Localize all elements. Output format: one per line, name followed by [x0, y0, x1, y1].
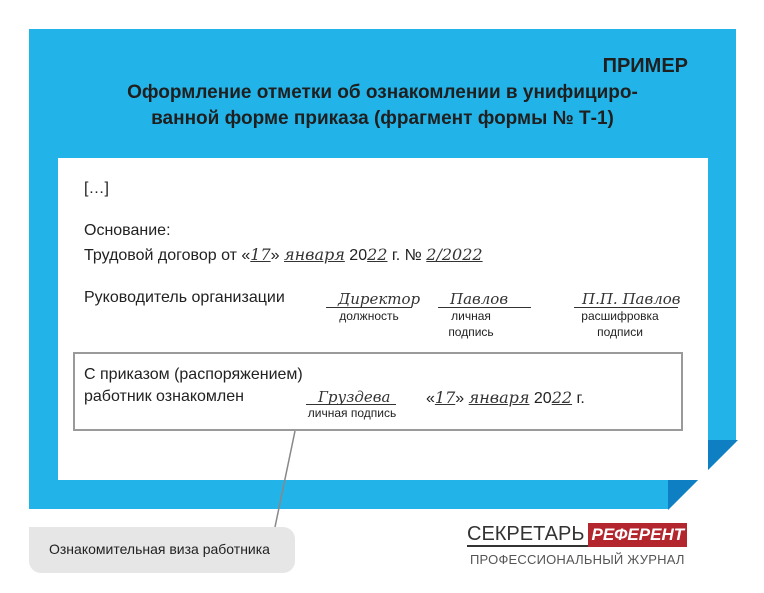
title-line-2: ванной форме приказа (фрагмент формы № Т-1): [151, 108, 614, 129]
signature-caption-1: личная: [451, 309, 491, 323]
head-label: Руководитель организации: [84, 289, 285, 306]
ack-line-1: С приказом (распоряжением): [84, 366, 303, 383]
logo-part-1: СЕКРЕТАРЬ: [467, 523, 588, 547]
contract-prefix: Трудовой договор от «: [84, 247, 251, 264]
decoding-handwritten: П.П. Павлов: [582, 290, 681, 308]
employee-signature: Груздева: [318, 388, 391, 406]
ack-year-prefix: 20: [533, 390, 552, 407]
signature-handwritten: Павлов: [450, 290, 509, 308]
contract-year-tail: г. №: [387, 247, 422, 264]
decoding-caption-1: расшифровка: [581, 309, 659, 323]
decoding-caption-2: подписи: [597, 325, 643, 339]
title-line-1: Оформление отметки об ознакомлении в унифициро-: [127, 82, 638, 103]
ack-date-open: «: [426, 390, 435, 407]
position-caption: должность: [339, 309, 399, 323]
logo-subtitle: ПРОФЕССИОНАЛЬНЫЙ ЖУРНАЛ: [470, 552, 685, 567]
example-label: ПРИМЕР: [602, 55, 688, 77]
contract-month: января: [284, 245, 345, 264]
contract-number: 2/2022: [426, 245, 483, 264]
ack-date-close: »: [455, 390, 465, 407]
contract-year-prefix: 20: [349, 247, 368, 264]
ack-day: 17: [434, 388, 456, 407]
basis-label: Основание:: [84, 222, 171, 239]
ellipsis: […]: [84, 180, 109, 197]
signature-caption-2: подпись: [448, 325, 494, 339]
callout-caption: Ознакомительная виза работника: [29, 527, 295, 573]
ack-year-suffix: 22: [551, 388, 573, 407]
ack-line-2: работник ознакомлен: [84, 388, 244, 405]
ack-month: января: [468, 388, 530, 407]
journal-logo: [467, 523, 687, 547]
ack-year-tail: г.: [572, 390, 585, 407]
logo-part-2: РЕФЕРЕНТ: [588, 523, 687, 547]
employee-signature-caption: личная подпись: [307, 406, 397, 420]
contract-year-suffix: 22: [367, 245, 388, 264]
contract-quote-close: »: [270, 247, 280, 264]
position-handwritten: Директор: [338, 290, 421, 308]
contract-day: 17: [250, 245, 271, 264]
